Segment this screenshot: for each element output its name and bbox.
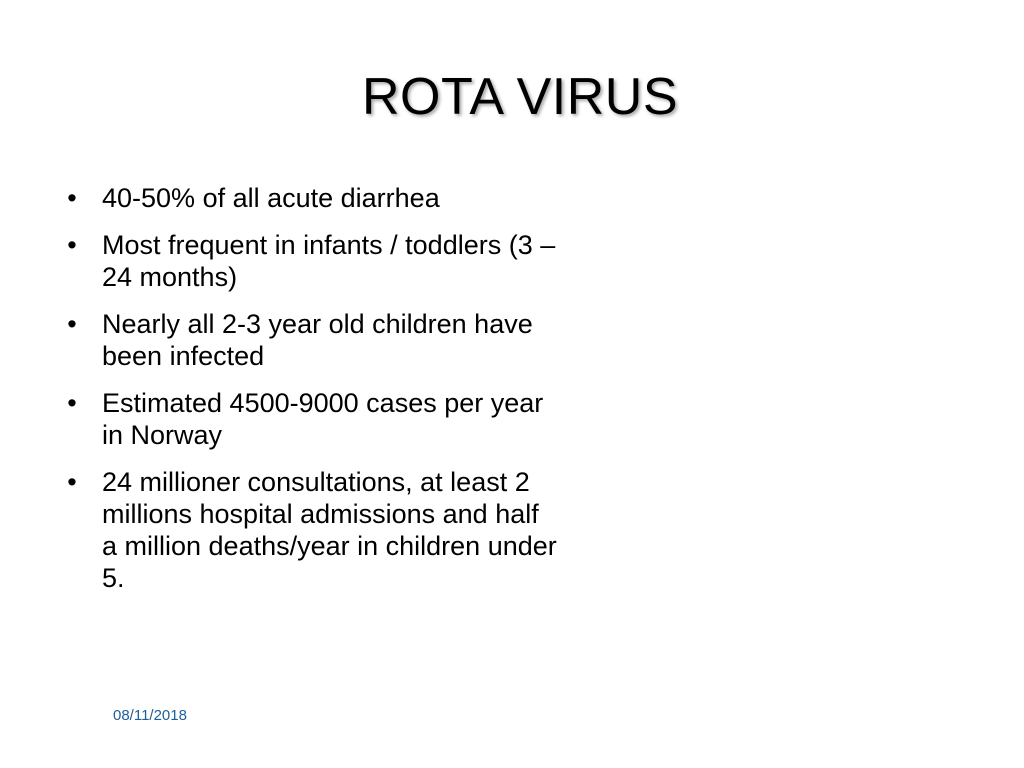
bullet-dot-icon: • <box>67 183 77 213</box>
bullet-text: Most frequent in infants / toddlers (3 – 24 months) <box>102 230 556 292</box>
bullet-item <box>60 466 560 594</box>
bullet-dot-icon: • <box>67 309 77 339</box>
bullet-text: 24 millioner consultations, at least 2 millions hospital admissions and half a million deaths/year in children under 5. <box>102 467 557 593</box>
bullet-text: Estimated 4500-9000 cases per year in Norway <box>102 388 544 450</box>
bullet-list <box>60 182 560 609</box>
bullet-dot-icon: • <box>67 467 77 497</box>
slide-title: ROTA VIRUS <box>361 68 679 126</box>
bullet-item <box>60 229 560 293</box>
footer-date: 08/11/2018 <box>113 707 187 724</box>
bullet-dot-icon: • <box>67 230 77 260</box>
bullet-item <box>60 182 560 214</box>
bullet-text: Nearly all 2-3 year old children have been infected <box>102 309 533 371</box>
bullet-dot-icon: • <box>67 388 77 418</box>
bullet-item <box>60 308 560 372</box>
bullet-item <box>60 387 560 451</box>
bullet-text: 40-50% of all acute diarrhea <box>102 183 440 213</box>
